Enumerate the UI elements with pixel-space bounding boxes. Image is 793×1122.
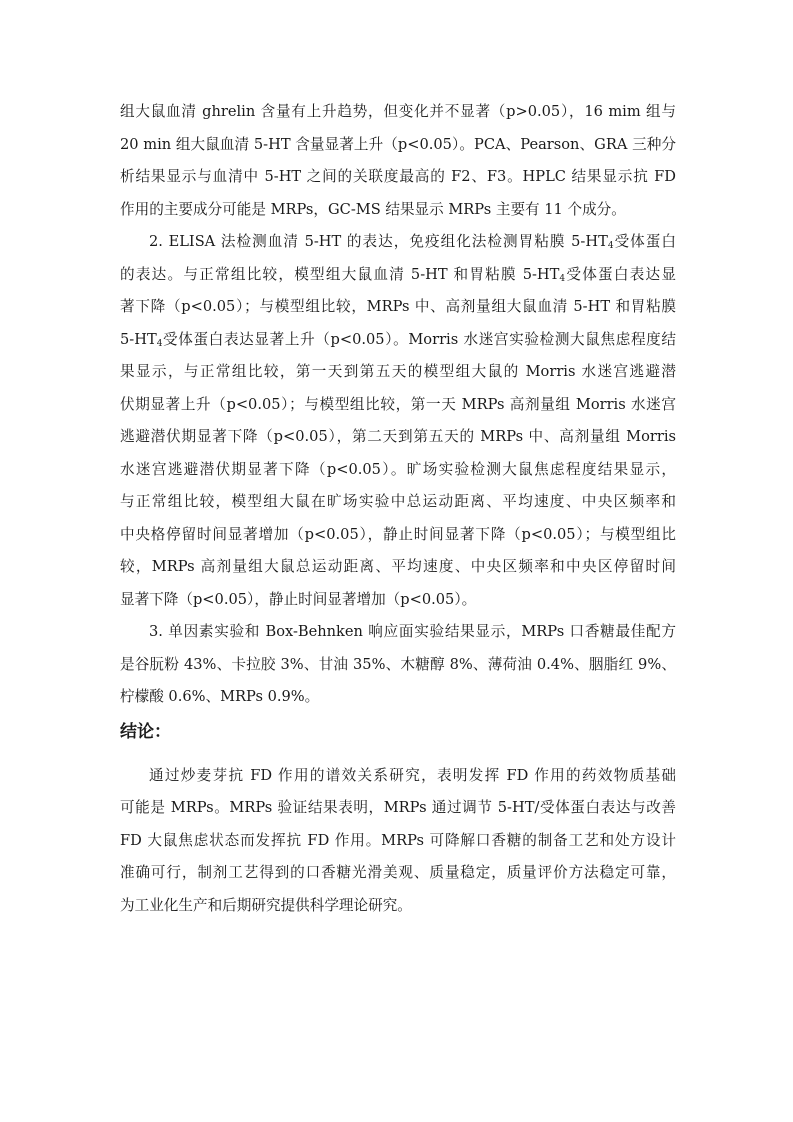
text-line: 较，MRPs 高剂量组大鼠总运动距离、平均速度、中央区频率和中央区停留时间	[120, 558, 676, 575]
text-line: 著下降（p<0.05）；与模型组比较，MRPs 中、高剂量组大鼠血清 5-HT 和胃粘膜	[120, 298, 676, 315]
text-line: 析结果显示与血清中 5-HT 之间的关联度最高的 F2、F3。HPLC 结果显示抗 FD	[120, 168, 676, 185]
text-line: 通过炒麦芽抗 FD 作用的谱效关系研究，表明发挥 FD 作用的药效物质基础	[149, 766, 676, 784]
results-paragraph-1	[120, 96, 676, 226]
document-body	[120, 96, 676, 922]
text-line: 准确可行，制剂工艺得到的口香糖光滑美观、质量稳定，质量评价方法稳定可靠，	[120, 864, 676, 881]
text-line: 20 min 组大鼠血清 5-HT 含量显著上升（p<0.05）。PCA、Pearson、GRA 三种分	[120, 135, 676, 153]
text-segment: 受体蛋白表达显著上升（p<0.05）。Morris 水迷宫实验检测大鼠焦虑程度结	[162, 330, 676, 348]
text-line	[120, 324, 676, 357]
subscript: 4	[559, 273, 566, 284]
text-line: 可能是 MRPs。MRPs 验证结果表明，MRPs 通过调节 5-HT/受体蛋白表达与改善	[120, 799, 676, 816]
text-line: 是谷朊粉 43%、卡拉胶 3%、甘油 35%、木糖醇 8%、薄荷油 0.4%、胭脂红 9%、	[120, 655, 676, 673]
text-line: 显著下降（p<0.05），静止时间显著增加（p<0.05）。	[120, 590, 477, 608]
text-line: 水迷宫逃避潜伏期显著下降（p<0.05）。旷场实验检测大鼠焦虑程度结果显示，	[120, 460, 676, 478]
text-line: 中央格停留时间显著增加（p<0.05），静止时间显著下降（p<0.05）；与模型组比	[120, 525, 676, 543]
conclusion-heading: 结论：	[120, 721, 171, 742]
text-line: 与正常组比较，模型组大鼠在旷场实验中总运动距离、平均速度、中央区频率和	[120, 493, 676, 510]
text-line: FD 大鼠焦虑状态而发挥抗 FD 作用。MRPs 可降解口香糖的制备工艺和处方设计	[120, 831, 676, 849]
results-paragraph-3	[120, 616, 676, 714]
results-paragraph-2	[120, 226, 676, 616]
text-segment: 2. ELISA 法检测血清 5-HT 的表达，免疫组化法检测胃粘膜 5-HT	[149, 233, 608, 250]
text-line: 作用的主要成分可能是 MRPs，GC-MS 结果显示 MRPs 主要有 11 个成分。	[120, 200, 626, 218]
subscript: 4	[607, 241, 614, 251]
text-segment: 受体蛋白	[613, 233, 676, 250]
text-segment: 的表达。与正常组比较，模型组大鼠血清 5-HT 和胃粘膜 5-HT	[120, 265, 560, 283]
text-line: 果显示，与正常组比较，第一天到第五天的模型组大鼠的 Morris 水迷宫逃避潜	[120, 363, 676, 380]
text-line: 组大鼠血清 ghrelin 含量有上升趋势，但变化并不显著（p>0.05），16 mim 组与	[120, 103, 676, 120]
text-line: 柠檬酸 0.6%、MRPs 0.9%。	[120, 688, 320, 705]
subscript: 4	[156, 338, 163, 349]
text-line: 伏期显著上升（p<0.05）；与模型组比较，第一天 MRPs 高剂量组 Morris 水迷宫	[120, 395, 676, 413]
text-segment: 5-HT	[120, 330, 157, 348]
text-line: 逃避潜伏期显著下降（p<0.05），第二天到第五天的 MRPs 中、高剂量组 Morris	[120, 428, 676, 445]
text-line	[120, 259, 676, 292]
text-line: 3. 单因素实验和 Box-Behnken 响应面实验结果显示，MRPs 口香糖最佳配方	[149, 623, 676, 640]
text-line	[120, 226, 676, 259]
text-line: 为工业化生产和后期研究提供科学理论研究。	[120, 896, 412, 914]
text-segment: 受体蛋白表达显	[565, 265, 676, 283]
conclusion-paragraph	[120, 760, 676, 923]
